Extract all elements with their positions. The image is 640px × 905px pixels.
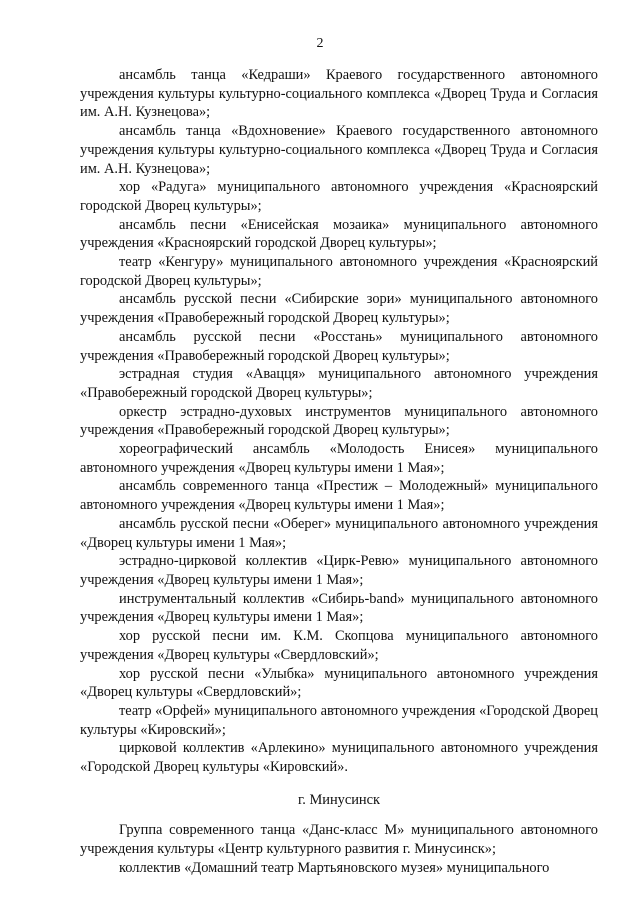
document-body [80,66,598,878]
list-item: театр «Орфей» муниципального автономного учреждения «Городской Дворец культуры «Кировский»; [80,702,598,738]
list-item: ансамбль песни «Енисейская мозаика» муниципального автономного учреждения «Красноярский городской Дворец культуры»; [80,216,598,252]
list-item: ансамбль танца «Вдохновение» Краевого государственного автономного учреждения культуры культурно-социального комплекса «Дворец Труда и Согласия им. А.Н. Кузнецова»; [80,123,598,177]
list-item: ансамбль танца «Кедраши» Краевого государственного автономного учреждения культуры культурно-социального комплекса «Дворец Труда и Согласия им. А.Н. Кузнецова»; [80,67,598,121]
list-item: эстрадно-цирковой коллектив «Цирк-Ревю» муниципального автономного учреждения «Дворец культуры имени 1 Мая»; [80,553,598,588]
list-item: цирковой коллектив «Арлекино» муниципального автономного учреждения «Городской Дворец культуры «Кировский». [80,740,598,776]
list-item: Группа современного танца «Данс-класс М» муниципального автономного учреждения культуры «Центр культурного развития г. Минусинск»; [80,822,598,858]
list-item: ансамбль русской песни «Сибирские зори» муниципального автономного учреждения «Правобережный городской Дворец культуры»; [80,291,598,327]
list-item: ансамбль русской песни «Оберег» муниципального автономного учреждения «Дворец культуры имени 1 Мая»; [80,515,598,551]
list-item: хор русской песни им. К.М. Скопцова муниципального автономного учреждения «Дворец культуры «Свердловский»; [80,628,598,663]
list-item: коллектив «Домашний театр Мартьяновского музея» муниципального [119,859,550,876]
list-item: театр «Кенгуру» муниципального автономного учреждения «Красноярский городской Дворец культуры»; [80,254,598,289]
list-item: хор русской песни «Улыбка» муниципального автономного учреждения «Дворец культуры «Свердловский»; [80,665,598,701]
list-item: хореографический ансамбль «Молодость Енисея» муниципального автономного учреждения «Дворец культуры имени 1 Мая»; [80,441,598,476]
section-heading-minusinsk: г. Минусинск [297,791,381,808]
page-number: 2 [316,36,324,51]
list-item: оркестр эстрадно-духовых инструментов муниципального автономного учреждения «Правобережный городской Дворец культуры»; [80,403,598,439]
list-item: ансамбль русской песни «Росстань» муниципального автономного учреждения «Правобережный городской Дворец культуры»; [80,328,598,364]
list-item: эстрадная студия «Авацця» муниципального автономного учреждения «Правобережный городской Дворец культуры»; [80,366,598,401]
list-item: хор «Радуга» муниципального автономного учреждения «Красноярский городской Дворец культуры»; [80,179,598,214]
list-item: инструментальный коллектив «Сибирь-band» муниципального автономного учреждения «Дворец культуры имени 1 Мая»; [80,590,598,626]
list-item: ансамбль современного танца «Престиж – Молодежный» муниципального автономного учреждения «Дворец культуры имени 1 Мая»; [80,478,598,514]
